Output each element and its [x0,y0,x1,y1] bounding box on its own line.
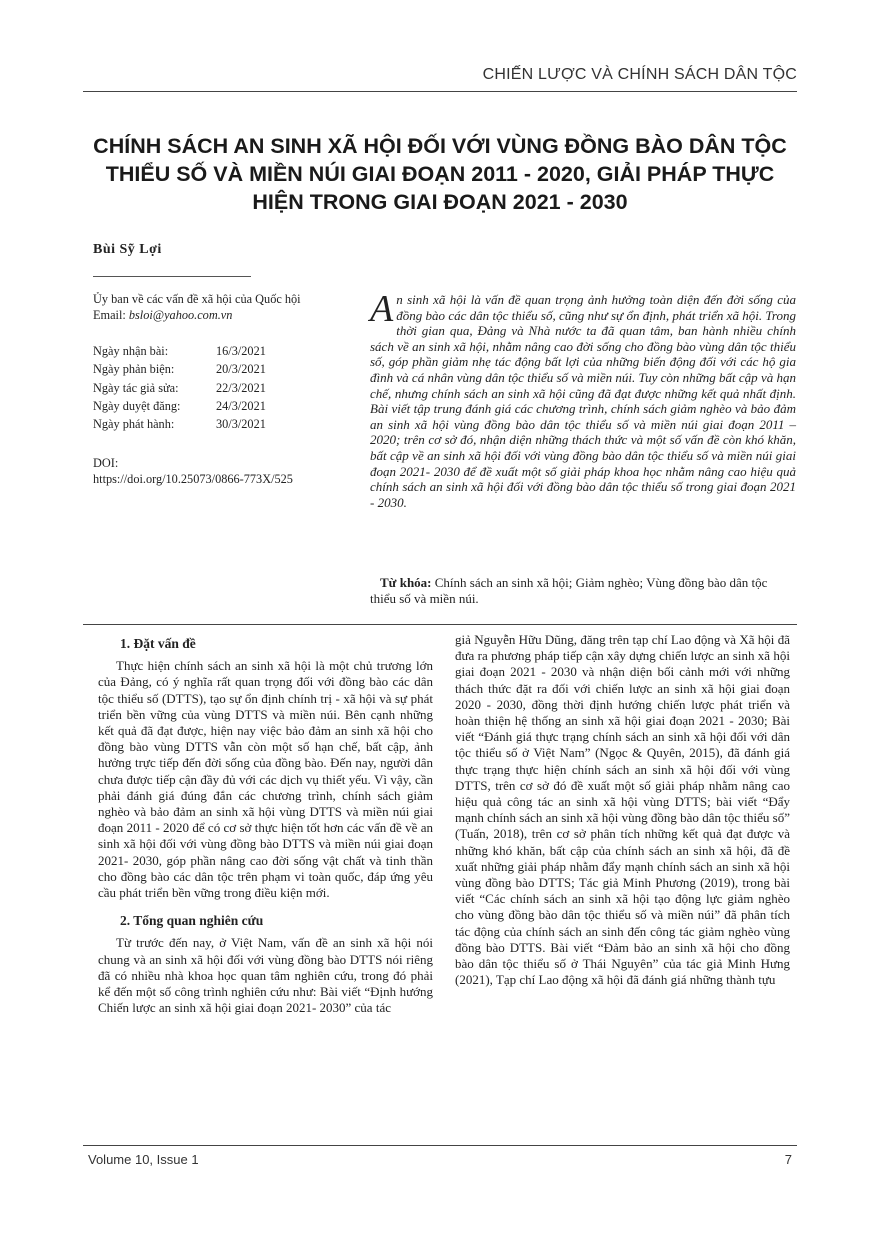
doi-label: DOI: [93,456,119,470]
date-label: Ngày nhận bài: [93,344,169,358]
keywords [370,575,796,606]
article-title: CHÍNH SÁCH AN SINH XÃ HỘI ĐỐI VỚI VÙNG ĐỒNG BÀO DÂN TỘC THIỂU SỐ VÀ MIỀN NÚI GIAI ĐOẠN 2011 - 2020, GIẢI PHÁP THỰC HIỆN TRONG GIAI ĐOẠN 2021 - 2030 [93,134,787,214]
email-link[interactable]: bsloi@yahoo.com.vn [128,307,233,322]
date-label: Ngày tác giả sửa: [93,380,179,395]
section-heading: 1. Đặt vấn đề [120,636,196,651]
keywords-text: Chính sách an sinh xã hội; Giảm nghèo; Vùng đồng bào dân tộc thiểu số và miền núi. [370,575,768,606]
date-accepted [93,399,266,417]
header-divider [83,91,797,92]
body-paragraph: Thực hiện chính sách an sinh xã hội là một chủ trương lớn của Đảng, có ý nghĩa rất quan trọng đối với đồng bào các dân tộc thiểu số (DTTS), tạo sự ổn định chính trị - xã hội và sự phát triển bền vững của vùng DTTS và miền núi. Bên cạnh những kết quả đã đạt được, hiện nay việc bảo đảm an sinh xã hội cho đồng bào vùng DTTS vẫn còn một số hạn chế, bất cập, ảnh hưởng trực tiếp đến đời sống của đồng bào. Đến nay, người dân chưa được tiếp cận đầy đủ với các dịch vụ thiết yếu. Vì vậy, cần phải đánh giá đúng đắn các chương trình, chính sách giảm nghèo và bảo đảm an sinh xã hội vùng DTTS và miền núi giai đoạn 2011 - 2020 để có cơ sở thực hiện tốt hơn các vấn đề về an sinh xã hội đối với vùng đồng bào DTTS và miền núi giai đoạn 2021- 2030, góp phần nâng cao đời sống vật chất và tinh thần cho đồng bào các dân tộc trên phạm vi toàn quốc, đáp ứng yêu cầu phát triển bền vững trong điều kiện mới. [98,658,433,901]
right-column [455,632,790,988]
author-divider [93,276,251,277]
date-value: 24/3/2021 [216,398,266,413]
date-revised [93,381,266,399]
keywords-label: Từ khóa: [380,575,432,590]
date-label: Ngày phát hành: [93,417,175,432]
body-divider [83,624,797,625]
email-label: Email: [93,307,126,322]
abstract [370,288,796,510]
doi-link[interactable]: https://doi.org/10.25073/0866-773X/525 [93,471,293,486]
section-heading: 2. Tổng quan nghiên cứu [120,913,264,929]
date-published [93,417,266,435]
abstract-text: n sinh xã hội là vấn đề quan trọng ảnh hưởng toàn diện đến đời sống của đồng bào các dân tộc thiểu số, cũng như sự ổn định, phát triển xã hội. Trong thời gian qua, Đảng và Nhà nước ta đã quan tâm, ban hành nhiều chính sách về an sinh xã hội, nhằm nâng cao đời sống cho đồng bào vùng dân tộc thiểu số, góp phần giảm nhẹ tác động bất lợi của những biến động đối với các hộ gia đình và cá nhân vùng dân tộc thiểu số và miền núi. Tuy còn những bất cập và hạn chế, nhưng chính sách an sinh xã hội cũng đã đạt được những kết quả nhất định. Bài viết tập trung đánh giá các chương trình, chính sách giảm nghèo và bảo đảm an sinh xã hội vùng đồng bào dân tộc thiểu số và miền núi giai đoạn 2011 – 2020; trên cơ sở đó, nhận diện những thách thức và một số vấn đề còn khó khăn, bất cập về an sinh xã hội đối với vùng đồng bào dân tộc thiểu số và miền núi giai đoạn 2021- 2030 để đề xuất một số giải pháp khoa học nhằm nâng cao hiệu quả chính sách an sinh xã hội đối với đồng bào dân tộc thiểu số trong giai đoạn 2021 - 2030. [370,292,796,510]
date-value: 30/3/2021 [216,417,266,432]
date-value: 20/3/2021 [216,362,266,377]
affiliation: Ủy ban về các vấn đề xã hội của Quốc hội [93,292,301,306]
journal-section-header: CHIẾN LƯỢC VÀ CHÍNH SÁCH DÂN TỘC [482,66,797,83]
date-received [93,344,266,362]
date-label: Ngày duyệt đăng: [93,398,181,413]
body-paragraph: Từ trước đến nay, ở Việt Nam, vấn đề an sinh xã hội nói chung và an sinh xã hội đối với vùng đồng bào DTTS nói riêng đã có nhiều nhà khoa học quan tâm nghiên cứu, trong đó phải kể đến một số công trình nghiên cứu như: Bài viết “Định hướng Chiến lược an sinh xã hội giai đoạn 2021- 2030” của tác [98,935,433,1016]
left-column [98,632,433,1016]
page-number: 7 [784,1152,792,1167]
email-line [93,308,363,324]
abstract-dropcap: A [370,288,394,330]
volume-issue: Volume 10, Issue 1 [88,1152,199,1167]
dates-block [93,344,266,435]
doi-block [93,456,293,487]
date-value: 22/3/2021 [216,380,266,395]
date-value: 16/3/2021 [216,344,266,358]
date-reviewed [93,362,266,380]
author-affiliation-block [93,292,363,323]
body-paragraph: giả Nguyễn Hữu Dũng, đăng trên tạp chí Lao động và Xã hội đã đưa ra phương pháp tiếp cận xây dựng chiến lược an sinh xã hội giai đoạn 2021 - 2030 và nhận diện bối cảnh mới với những thách thức đặt ra đối với chiến lược an sinh xã hội giai đoạn 2020 - 2030, đồng thời định hướng chiến lược phát triển và hoàn thiện hệ thống an sinh xã hội giai đoạn 2021 - 2030; Bài viết “Đánh giá thực trạng chính sách an sinh xã hội đối với dân tộc thiểu số ở Việt Nam” (Ngọc & Quyên, 2015), đã đánh giá thực trạng thực hiện chính sách an sinh xã hội đối với vùng DTTS, trên cơ sở đó đề xuất một số giải pháp nhằm nâng cao hiệu quả công tác an sinh xã hội vùng DTTS; bài viết “Đẩy mạnh chính sách an sinh xã hội vùng đồng bào dân tộc thiểu số” (Tuấn, 2018), trên cơ sở phân tích những kết quả đạt được và những khó khăn, bất cập của chính sách an sinh xã hội, đã đề xuất những giải pháp nhằm đẩy mạnh chính sách an sinh xã hội vùng đồng bào DTTS; Tác giả Minh Phương (2019), trong bài viết “Các chính sách an sinh xã hội tạo động lực giảm nghèo cho vùng đồng bào dân tộc thiểu số và miền núi” đã phân tích tác động của chính sách an sinh đến công tác giảm nghèo vùng đồng bào DTTS. Bài viết “Đảm bảo an sinh xã hội cho đồng bào dân tộc thiểu số ở Thái Nguyên” của tác giả Minh Hưng (2021), Tạp chí Lao động xã hội đã đánh giá những thành tựu [455,632,790,988]
footer-divider [83,1145,797,1146]
date-label: Ngày phản biện: [93,362,175,377]
author-name: Bùi Sỹ Lợi [93,242,162,257]
